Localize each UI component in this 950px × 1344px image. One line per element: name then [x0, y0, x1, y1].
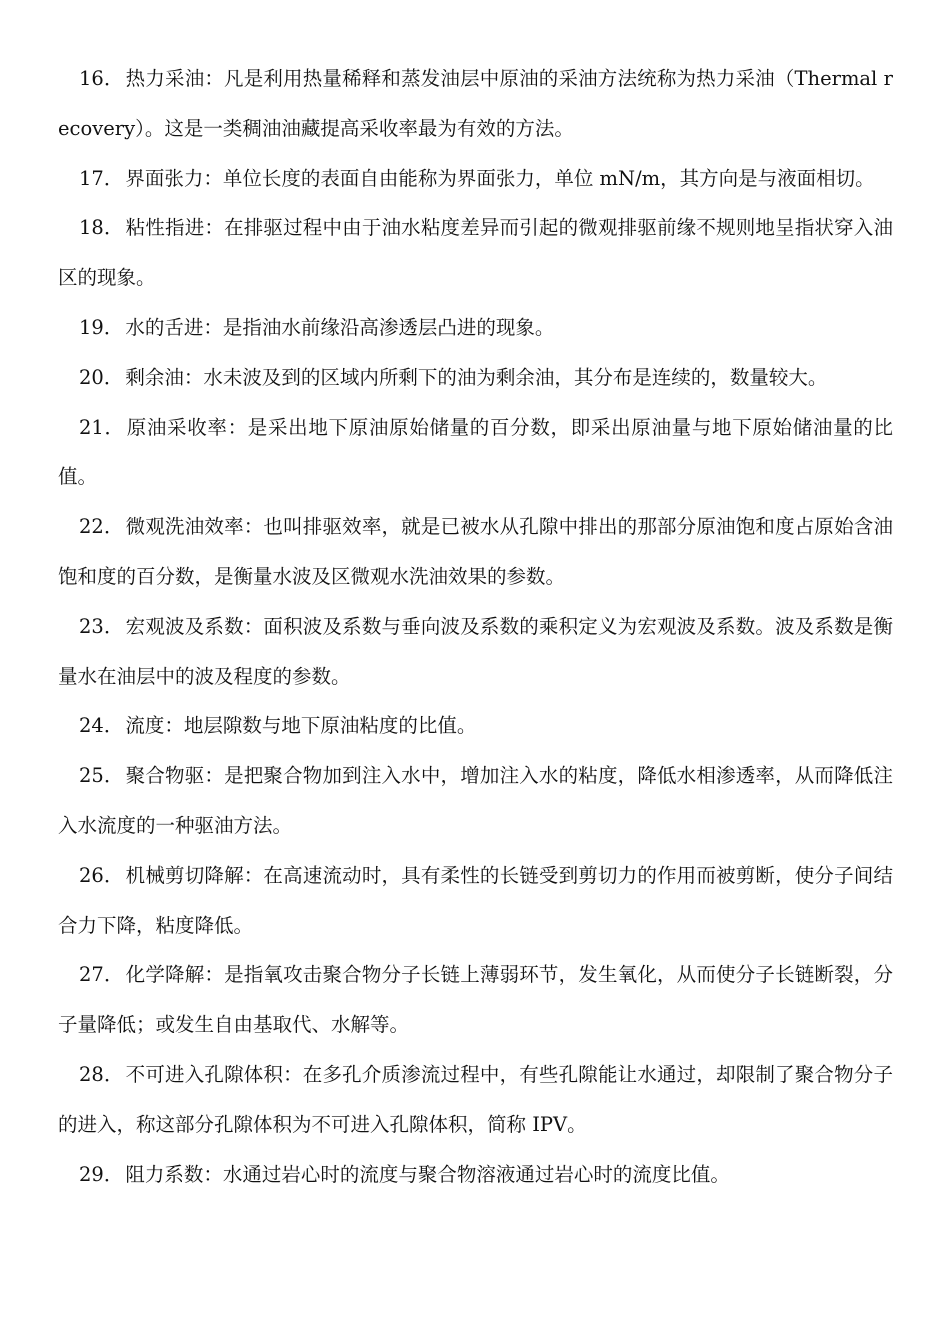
- definition-entry-24: [58, 701, 893, 751]
- entry-number: 23．: [79, 614, 124, 638]
- definition-entry-21: [58, 403, 893, 503]
- entry-number: 22．: [79, 515, 124, 539]
- definition-entry-16: [58, 54, 893, 154]
- entry-text: 剩余油：水未波及到的区域内所剩下的油为剩余油，其分布是连续的，数量较大。: [125, 365, 828, 389]
- entry-text: 阻力系数：水通过岩心时的流度与聚合物溶液通过岩心时的流度比值。: [125, 1162, 730, 1186]
- entry-number: 17．: [79, 166, 124, 190]
- entry-text: 聚合物驱：是把聚合物加到注入水中，增加注入水的粘度，降低水相渗透率，从而降低注入水流度的一种驱油方法。: [58, 764, 893, 837]
- definition-entry-17: [58, 154, 893, 204]
- definition-list: [58, 54, 893, 1199]
- definition-entry-23: [58, 602, 893, 702]
- entry-text: 宏观波及系数：面积波及系数与垂向波及系数的乘积定义为宏观波及系数。波及系数是衡量水在油层中的波及程度的参数。: [58, 614, 893, 688]
- definition-entry-25: [58, 751, 893, 851]
- entry-number: 16．: [79, 67, 124, 90]
- definition-entry-26: [58, 851, 893, 951]
- definition-entry-27: [58, 950, 893, 1050]
- entry-text: 热力采油：凡是利用热量稀释和蒸发油层中原油的采油方法统称为热力采油（Thermal recovery）。这是一类稠油油藏提高采收率最为有效的方法。: [58, 67, 893, 140]
- entry-text: 不可进入孔隙体积：在多孔介质渗流过程中，有些孔隙能让水通过，却限制了聚合物分子的进入，称这部分孔隙体积为不可进入孔隙体积，简称 IPV。: [58, 1062, 893, 1136]
- entry-number: 27．: [79, 963, 124, 987]
- definition-entry-20: [58, 353, 893, 403]
- definition-entry-19: [58, 303, 893, 353]
- entry-text: 界面张力：单位长度的表面自由能称为界面张力，单位 mN/m，其方向是与液面相切。: [125, 166, 875, 190]
- entry-number: 24．: [79, 714, 124, 738]
- entry-number: 28．: [79, 1062, 124, 1086]
- definition-entry-22: [58, 502, 893, 602]
- entry-number: 20．: [79, 365, 124, 389]
- entry-text: 化学降解：是指氧攻击聚合物分子长链上薄弱环节，发生氧化，从而使分子长链断裂，分子量降低；或发生自由基取代、水解等。: [58, 963, 893, 1037]
- entry-number: 25．: [79, 764, 124, 788]
- entry-number: 18．: [79, 216, 124, 240]
- entry-number: 21．: [79, 415, 125, 439]
- entry-text: 流度：地层隙数与地下原油粘度的比值。: [125, 714, 477, 738]
- entry-number: 26．: [79, 863, 124, 887]
- definition-entry-28: [58, 1050, 893, 1150]
- entry-text: 原油采收率：是采出地下原油原始储量的百分数，即采出原油量与地下原始储油量的比值。: [58, 415, 893, 489]
- entry-number: 19．: [79, 315, 124, 339]
- entry-number: 29．: [79, 1162, 124, 1186]
- entry-text: 微观洗油效率：也叫排驱效率，就是已被水从孔隙中排出的那部分原油饱和度占原始含油饱和度的百分数，是衡量水波及区微观水洗油效果的参数。: [58, 515, 893, 588]
- definition-entry-18: [58, 203, 893, 303]
- entry-text: 机械剪切降解：在高速流动时，具有柔性的长链受到剪切力的作用而被剪断，使分子间结合力下降，粘度降低。: [58, 863, 893, 937]
- entry-text: 粘性指进：在排驱过程中由于油水粘度差异而引起的微观排驱前缘不规则地呈指状穿入油区的现象。: [58, 216, 893, 290]
- definition-entry-29: [58, 1150, 893, 1200]
- entry-text: 水的舌进：是指油水前缘沿高渗透层凸进的现象。: [125, 315, 555, 339]
